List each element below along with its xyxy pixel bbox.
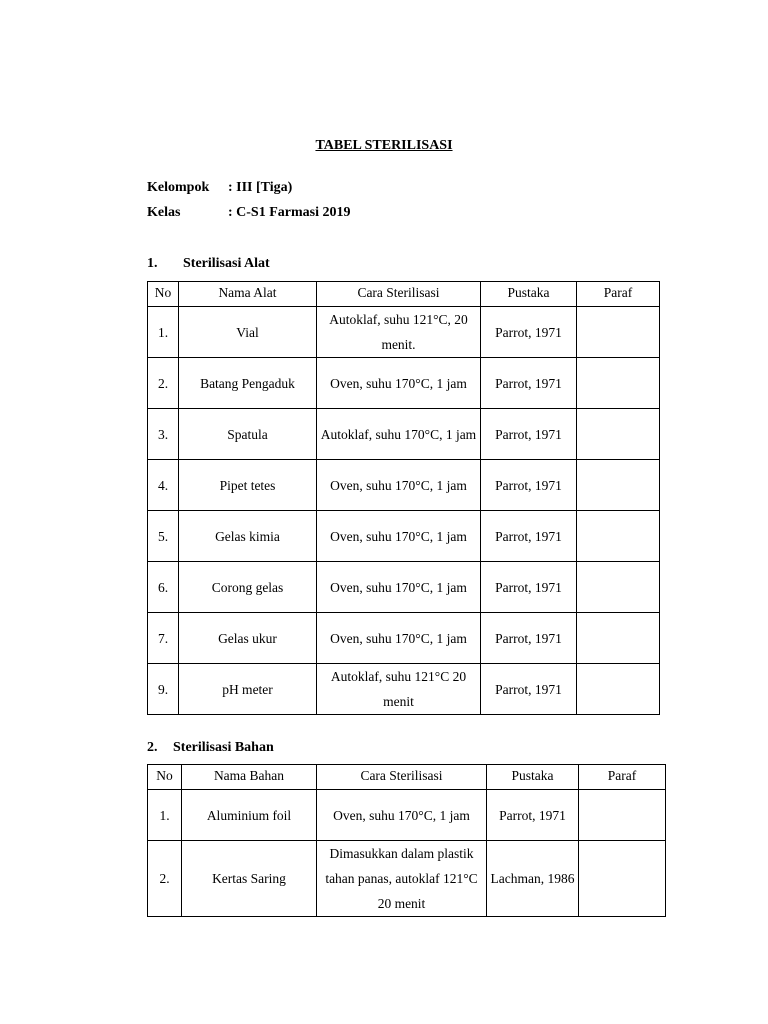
sterilization-method: Autoklaf, suhu 170°C, 1 jam <box>317 409 481 460</box>
item-name: Aluminium foil <box>182 790 317 841</box>
reference: Parrot, 1971 <box>481 613 577 664</box>
kelompok-value: : III [Tiga) <box>228 180 293 195</box>
reference: Lachman, 1986 <box>487 841 579 917</box>
table-row <box>148 409 660 460</box>
header-cara-sterilisasi: Cara Sterilisasi <box>317 282 481 307</box>
signature-cell <box>577 409 660 460</box>
table-row <box>148 664 660 715</box>
table-sterilisasi-alat <box>147 281 660 715</box>
header-cara-sterilisasi: Cara Sterilisasi <box>317 765 487 790</box>
kelompok-line <box>147 180 292 196</box>
sterilization-method: Oven, suhu 170°C, 1 jam <box>317 613 481 664</box>
header-pustaka: Pustaka <box>481 282 577 307</box>
sterilization-method: Oven, suhu 170°C, 1 jam <box>317 790 487 841</box>
kelas-value: : C-S1 Farmasi 2019 <box>228 205 351 220</box>
signature-cell <box>579 790 666 841</box>
sterilization-method: Dimasukkan dalam plastik tahan panas, autoklaf 121°C 20 menit <box>317 841 487 917</box>
item-name: pH meter <box>179 664 317 715</box>
header-paraf: Paraf <box>579 765 666 790</box>
table-row <box>148 307 660 358</box>
reference: Parrot, 1971 <box>481 358 577 409</box>
header-nama-alat: Nama Alat <box>179 282 317 307</box>
item-name: Spatula <box>179 409 317 460</box>
kelas-label: Kelas <box>147 205 181 220</box>
item-name: Gelas kimia <box>179 511 317 562</box>
section-1-number: 1. <box>147 256 158 271</box>
row-number: 1. <box>148 307 179 358</box>
header-paraf: Paraf <box>577 282 660 307</box>
signature-cell <box>577 358 660 409</box>
sterilization-method: Autoklaf, suhu 121°C, 20 menit. <box>317 307 481 358</box>
item-name: Batang Pengaduk <box>179 358 317 409</box>
signature-cell <box>577 511 660 562</box>
row-number: 7. <box>148 613 179 664</box>
item-name: Gelas ukur <box>179 613 317 664</box>
item-name: Pipet tetes <box>179 460 317 511</box>
item-name: Corong gelas <box>179 562 317 613</box>
signature-cell <box>577 613 660 664</box>
reference: Parrot, 1971 <box>481 460 577 511</box>
table-row <box>148 562 660 613</box>
sterilization-method: Oven, suhu 170°C, 1 jam <box>317 460 481 511</box>
table-row <box>148 358 660 409</box>
section-2-title: Sterilisasi Bahan <box>173 740 274 755</box>
sterilization-method: Oven, suhu 170°C, 1 jam <box>317 358 481 409</box>
item-name: Kertas Saring <box>182 841 317 917</box>
header-pustaka: Pustaka <box>487 765 579 790</box>
header-nama-bahan: Nama Bahan <box>182 765 317 790</box>
table-header-row <box>148 765 666 790</box>
row-number: 5. <box>148 511 179 562</box>
reference: Parrot, 1971 <box>481 307 577 358</box>
section-1-heading <box>147 256 270 272</box>
header-no: No <box>148 765 182 790</box>
table-sterilisasi-bahan <box>147 764 666 917</box>
reference: Parrot, 1971 <box>481 562 577 613</box>
table-row <box>148 511 660 562</box>
header-no: No <box>148 282 179 307</box>
signature-cell <box>579 841 666 917</box>
signature-cell <box>577 460 660 511</box>
reference: Parrot, 1971 <box>487 790 579 841</box>
kelompok-label: Kelompok <box>147 180 210 195</box>
section-1-title: Sterilisasi Alat <box>183 256 270 271</box>
row-number: 9. <box>148 664 179 715</box>
row-number: 3. <box>148 409 179 460</box>
item-name: Vial <box>179 307 317 358</box>
section-2-number: 2. <box>147 740 158 755</box>
section-2-heading <box>147 740 274 756</box>
table-header-row <box>148 282 660 307</box>
signature-cell <box>577 562 660 613</box>
reference: Parrot, 1971 <box>481 511 577 562</box>
reference: Parrot, 1971 <box>481 409 577 460</box>
row-number: 2. <box>148 358 179 409</box>
row-number: 1. <box>148 790 182 841</box>
reference: Parrot, 1971 <box>481 664 577 715</box>
page-title: TABEL STERILISASI <box>315 138 453 153</box>
sterilization-method: Oven, suhu 170°C, 1 jam <box>317 511 481 562</box>
signature-cell <box>577 307 660 358</box>
row-number: 4. <box>148 460 179 511</box>
kelas-line <box>147 205 351 221</box>
row-number: 6. <box>148 562 179 613</box>
row-number: 2. <box>148 841 182 917</box>
sterilization-method: Autoklaf, suhu 121°C 20 menit <box>317 664 481 715</box>
table-row <box>148 460 660 511</box>
signature-cell <box>577 664 660 715</box>
table-row <box>148 841 666 917</box>
table-row <box>148 790 666 841</box>
table-row <box>148 613 660 664</box>
sterilization-method: Oven, suhu 170°C, 1 jam <box>317 562 481 613</box>
